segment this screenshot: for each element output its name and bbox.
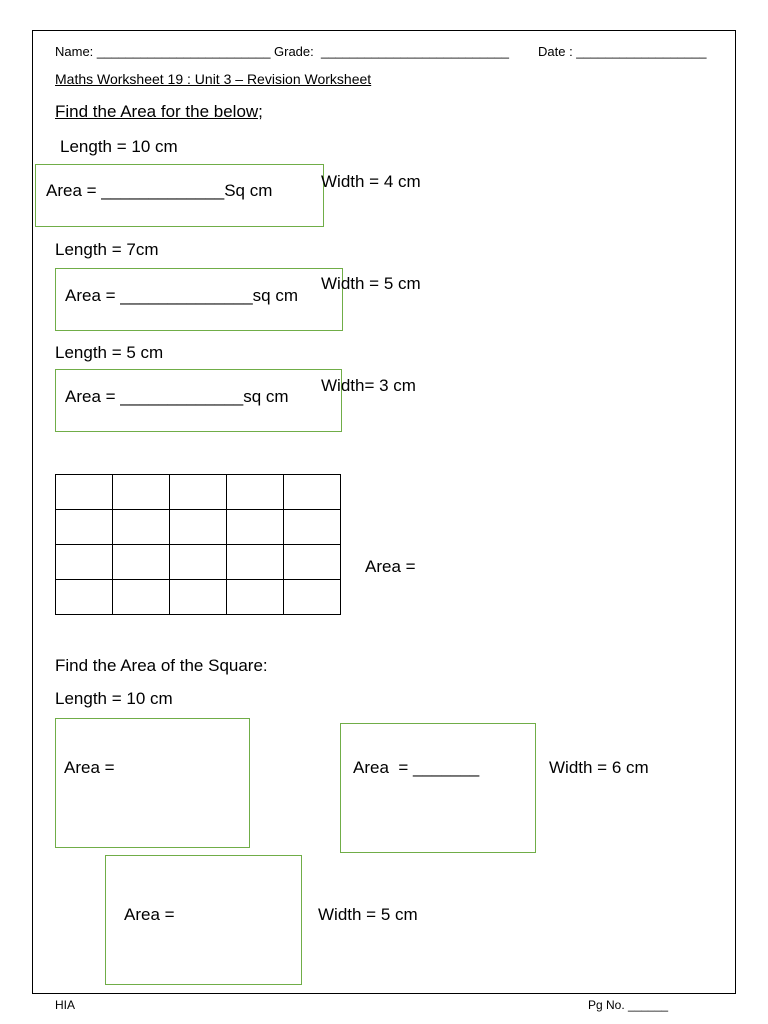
grid-cell	[284, 580, 341, 615]
grid-row	[56, 475, 341, 510]
q1-length: Length = 10 cm	[60, 137, 178, 156]
grid-cell	[227, 580, 284, 615]
grid-cell	[170, 475, 227, 510]
grid-cell	[284, 510, 341, 545]
worksheet-title: Maths Worksheet 19 : Unit 3 – Revision Worksheet	[55, 71, 372, 87]
date-field: Date : __________________	[538, 44, 707, 59]
grid-row	[56, 580, 341, 615]
name-field: Name: ________________________	[55, 44, 271, 59]
q2-width: Width = 5 cm	[321, 274, 421, 293]
grid-cell	[284, 475, 341, 510]
grid-cell	[170, 580, 227, 615]
grid-cell	[227, 510, 284, 545]
grid-area-label: Area =	[365, 557, 416, 576]
grid-cell	[56, 545, 113, 580]
q3-width: Width= 3 cm	[321, 376, 416, 395]
grade-field: Grade: __________________________	[274, 44, 509, 59]
square2-width: Width = 6 cm	[549, 758, 649, 777]
grid-cell	[113, 475, 170, 510]
square3-width: Width = 5 cm	[318, 905, 418, 924]
square2-area: Area = _______	[353, 758, 480, 777]
square1-box	[55, 718, 250, 848]
footer-left: HIA	[55, 998, 76, 1012]
grid-cell	[56, 510, 113, 545]
square3-area: Area =	[124, 905, 175, 924]
q2-length: Length = 7cm	[55, 240, 159, 259]
section2-heading: Find the Area of the Square:	[55, 656, 268, 675]
grid-cell	[170, 545, 227, 580]
q2-area: Area = ______________sq cm	[65, 286, 298, 305]
grid-row	[56, 510, 341, 545]
q3-length: Length = 5 cm	[55, 343, 164, 362]
square1-area: Area =	[64, 758, 115, 777]
grid-cell	[113, 510, 170, 545]
grid-row	[56, 545, 341, 580]
grid-cell	[284, 545, 341, 580]
grid-cell	[227, 475, 284, 510]
section1-heading: Find the Area for the below;	[55, 102, 263, 121]
grid-cell	[170, 510, 227, 545]
area-grid	[55, 474, 341, 615]
q3-area: Area = _____________sq cm	[65, 387, 289, 406]
grid-cell	[56, 475, 113, 510]
grid-cell	[113, 580, 170, 615]
q1-width: Width = 4 cm	[321, 172, 421, 191]
page-number: Pg No. ______	[588, 998, 669, 1012]
grid-cell	[56, 580, 113, 615]
q1-area: Area = _____________Sq cm	[46, 181, 273, 200]
grid-cell	[113, 545, 170, 580]
square2-box	[340, 723, 536, 853]
s1-length: Length = 10 cm	[55, 689, 173, 708]
grid-cell	[227, 545, 284, 580]
